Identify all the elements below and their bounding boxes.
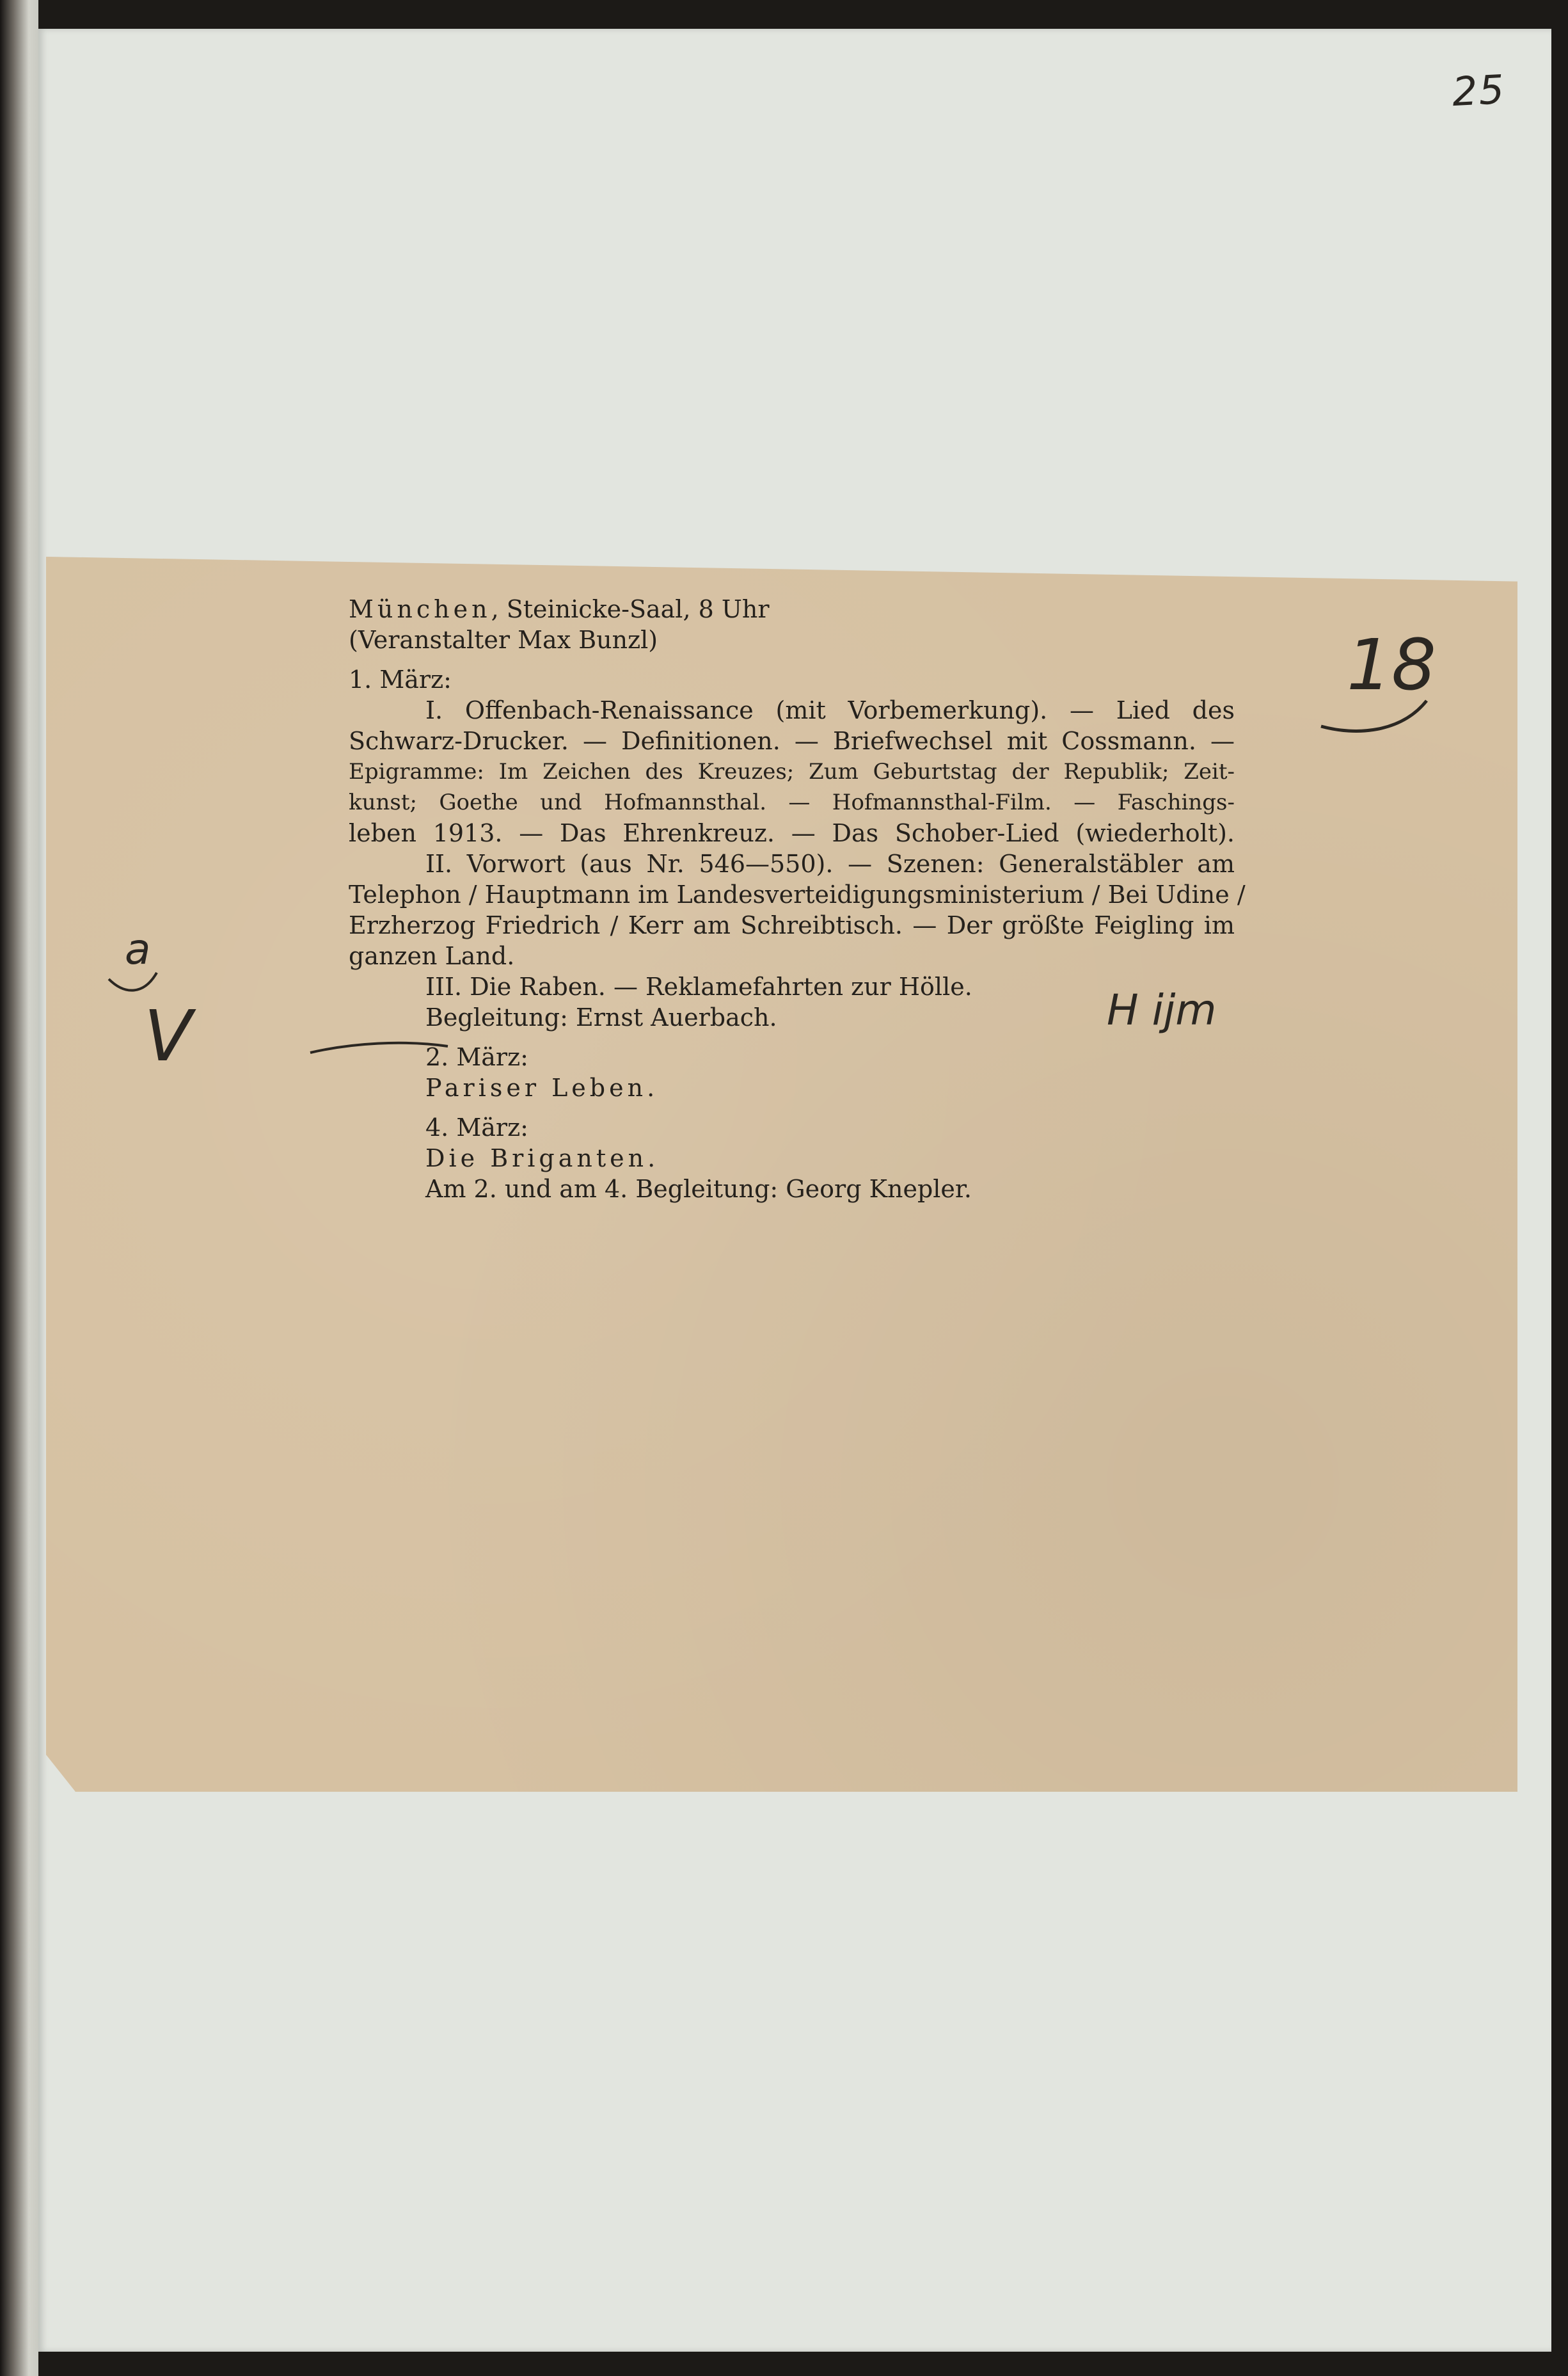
day3-title: Die Briganten.	[425, 1144, 660, 1172]
handwritten-number: 18	[1347, 624, 1436, 706]
program-line: Schwarz-Drucker. — Definitionen. — Briefwechsel mit Cossmann. —	[349, 727, 1235, 755]
program-line: Telephon / Hauptmann im Landesverteidigungsministerium / Bei Udine /	[349, 881, 1246, 909]
program-line: II. Vorwort (aus Nr. 546—550). — Szenen: Generalstäbler am	[425, 850, 1235, 878]
program-line: Epigramme: Im Zeichen des Kreuzes; Zum Geburtstag der Republik; Zeit-	[349, 759, 1235, 785]
day2-title: Pariser Leben.	[425, 1074, 659, 1102]
program-line: Erzherzog Friedrich / Kerr am Schreibtisch. — Der größte Feigling im	[349, 911, 1235, 939]
heading-line	[349, 594, 1235, 625]
day2-date: 2. März:	[425, 1043, 528, 1071]
day3-date: 4. März:	[425, 1113, 528, 1142]
margin-line-icon	[307, 1033, 454, 1059]
program-line: ganzen Land.	[349, 942, 515, 970]
program-line: I. Offenbach-Renaissance (mit Vorbemerkung). — Lied des	[425, 696, 1235, 724]
page-number: 25	[1451, 65, 1507, 116]
book-spine	[0, 0, 38, 2376]
footer-line: Am 2. und am 4. Begleitung: Georg Knepler.	[425, 1175, 972, 1203]
margin-mark-v: V	[144, 995, 193, 1077]
clipping-text	[349, 594, 1246, 1204]
margin-mark-a: a	[125, 925, 151, 974]
underline-stroke-icon	[1318, 688, 1433, 739]
accompaniment-line: Begleitung: Ernst Auerbach.	[425, 1003, 777, 1032]
handwritten-note: H ijm	[1107, 985, 1217, 1035]
heading-city: München	[349, 595, 491, 623]
day1-date: 1. März:	[349, 666, 452, 694]
program-line: leben 1913. — Das Ehrenkreuz. — Das Schober-Lied (wiederholt).	[349, 819, 1235, 847]
program-line: III. Die Raben. — Reklamefahrten zur Hölle.	[425, 973, 972, 1001]
heading-venue: , Steinicke-Saal, 8 Uhr	[491, 595, 770, 623]
program-line: kunst; Goethe und Hofmannsthal. — Hofmannsthal-Film. — Faschings-	[349, 790, 1235, 815]
organizer-line: (Veranstalter Max Bunzl)	[349, 626, 658, 654]
